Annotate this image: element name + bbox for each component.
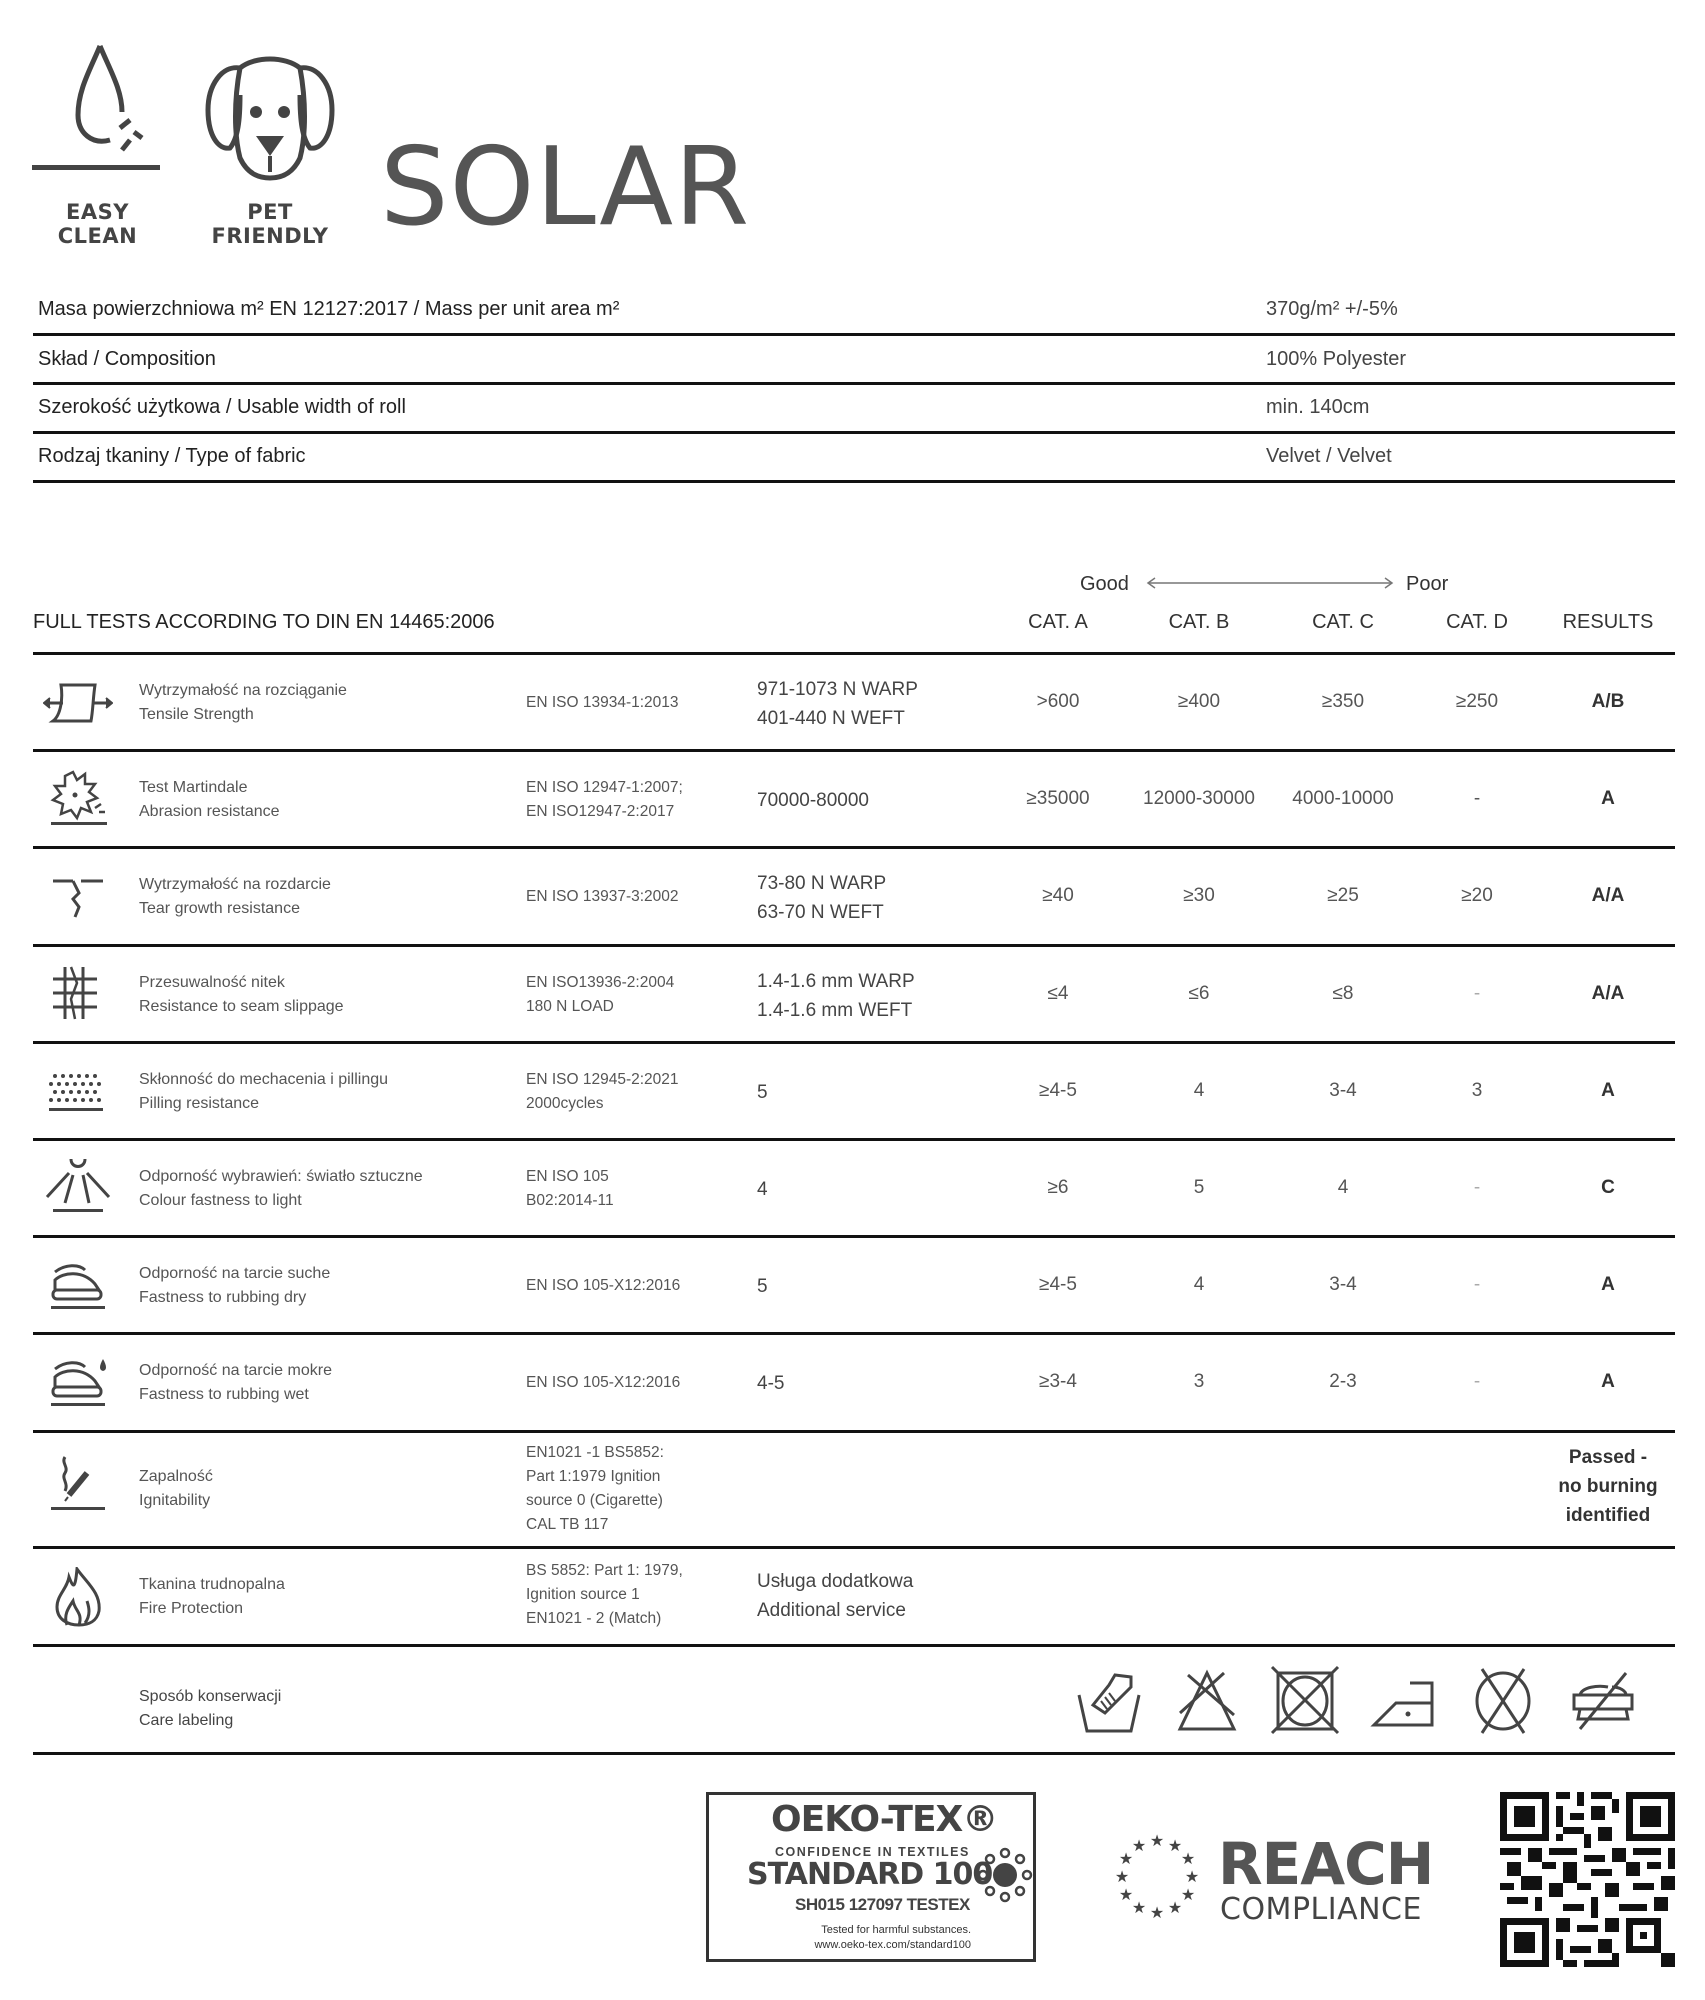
- result-value: A/A: [1591, 885, 1625, 906]
- test-value: 63-70 N WEFT: [757, 902, 884, 923]
- test-standard: Ignition source 1: [526, 1586, 640, 1603]
- cat-d-value: -: [1473, 1371, 1481, 1392]
- svg-text:★: ★: [1149, 1903, 1165, 1922]
- divider: [33, 480, 1675, 483]
- svg-text:★: ★: [1118, 1849, 1134, 1868]
- qr-code-icon[interactable]: [1500, 1792, 1675, 1967]
- test-value: 73-80 N WARP: [757, 873, 887, 894]
- cat-d-value: -: [1473, 983, 1481, 1004]
- test-label-en: Resistance to seam slippage: [139, 998, 344, 1015]
- cat-d-value: -: [1473, 788, 1481, 809]
- test-label-pl: Zapalność: [139, 1468, 213, 1485]
- svg-text:★: ★: [1184, 1867, 1200, 1886]
- cat-a-value: ≥3-4: [1039, 1371, 1077, 1392]
- column-header-cat-b: CAT. B: [1168, 611, 1230, 633]
- test-standard: Part 1:1979 Ignition: [526, 1468, 661, 1485]
- cat-a-value: ≥6: [1047, 1177, 1069, 1198]
- table-row: [33, 1549, 1675, 1644]
- test-standard: EN ISO 12947-1:2007;: [526, 779, 683, 796]
- test-standard: EN ISO13936-2:2004: [526, 974, 675, 991]
- cat-b-value: 5: [1193, 1177, 1205, 1198]
- test-value: 4: [757, 1179, 768, 1200]
- divider: [33, 382, 1675, 385]
- test-standard: EN ISO 12945-2:2021: [526, 1071, 679, 1088]
- cat-a-value: >600: [1036, 691, 1080, 712]
- property-label: Rodzaj tkaniny / Type of fabric: [38, 445, 306, 467]
- do-not-bleach-icon: [1172, 1665, 1242, 1735]
- test-label-en: Tensile Strength: [139, 706, 254, 723]
- test-label-pl: Wytrzymałość na rozdarcie: [139, 876, 331, 893]
- test-value: 5: [757, 1082, 768, 1103]
- table-row: [33, 752, 1675, 847]
- test-standard: EN ISO 13937-3:2002: [526, 888, 679, 905]
- column-header-cat-a: CAT. A: [1028, 611, 1088, 633]
- svg-text:★: ★: [1114, 1867, 1130, 1886]
- test-standard: EN ISO 105: [526, 1168, 609, 1185]
- test-standard: EN ISO 13934-1:2013: [526, 694, 679, 711]
- property-label: Skład / Composition: [38, 348, 216, 370]
- result-value: A/B: [1591, 691, 1625, 712]
- column-header-cat-d: CAT. D: [1446, 611, 1508, 633]
- column-header-cat-c: CAT. C: [1312, 611, 1374, 633]
- test-standard: source 0 (Cigarette): [526, 1492, 663, 1509]
- test-value: 1.4-1.6 mm WEFT: [757, 1000, 913, 1021]
- tests-section-title: FULL TESTS ACCORDING TO DIN EN 14465:2006: [33, 611, 495, 633]
- test-standard: BS 5852: Part 1: 1979,: [526, 1562, 683, 1579]
- svg-text:★: ★: [1131, 1898, 1147, 1917]
- pet-friendly-badge: [200, 20, 340, 248]
- cat-a-value: ≥4-5: [1039, 1080, 1077, 1101]
- property-label: Masa powierzchniowa m² EN 12127:2017 / Mass per unit area m²: [38, 298, 620, 320]
- test-label-en: Ignitability: [139, 1492, 211, 1509]
- reach-subtitle: COMPLIANCE: [1220, 1892, 1422, 1927]
- property-value: 370g/m² +/-5%: [1266, 298, 1398, 320]
- ignitability-icon: [43, 1455, 113, 1515]
- hand-wash-icon: [1075, 1665, 1145, 1735]
- test-label-pl: Odporność na tarcie mokre: [139, 1362, 332, 1379]
- test-label-en: Pilling resistance: [139, 1095, 260, 1112]
- test-standard: EN ISO12947-2:2017: [526, 803, 675, 820]
- eu-stars-icon: [1112, 1832, 1202, 1922]
- test-standard: EN ISO 105-X12:2016: [526, 1374, 681, 1391]
- test-standard: B02:2014-11: [526, 1192, 614, 1209]
- test-value: 4-5: [757, 1373, 785, 1394]
- svg-text:★: ★: [1180, 1849, 1196, 1868]
- table-row: [33, 1433, 1675, 1546]
- test-value: 1.4-1.6 mm WARP: [757, 971, 915, 992]
- svg-text:★: ★: [1149, 1832, 1165, 1850]
- cat-c-value: 2-3: [1329, 1371, 1357, 1392]
- cat-b-value: 12000-30000: [1143, 788, 1255, 809]
- test-value: 971-1073 N WARP: [757, 679, 918, 700]
- product-title: SOLAR: [380, 125, 751, 250]
- property-value: 100% Polyester: [1266, 348, 1407, 370]
- test-value: 401-440 N WEFT: [757, 708, 905, 729]
- cat-c-value: 3-4: [1329, 1080, 1357, 1101]
- easy-clean-label: EASY CLEAN: [57, 200, 138, 248]
- oeko-tex-brand: OEKO-TEX®: [771, 1799, 998, 1840]
- additional-service-label: Additional service: [757, 1600, 906, 1621]
- property-value: Velvet / Velvet: [1266, 445, 1392, 467]
- additional-service-label: Usługa dodatkowa: [757, 1571, 914, 1592]
- table-row: [33, 655, 1675, 750]
- cat-c-value: ≥350: [1321, 691, 1365, 712]
- tensile-strength-icon: [43, 673, 113, 733]
- test-label-en: Fastness to rubbing dry: [139, 1289, 307, 1306]
- cat-d-value: 3: [1471, 1080, 1483, 1101]
- oeko-tex-badge: [706, 1792, 1036, 1962]
- cat-d-value: ≥20: [1461, 885, 1493, 906]
- table-row: [33, 1335, 1675, 1430]
- table-row: [33, 1044, 1675, 1139]
- cat-a-value: ≥35000: [1026, 788, 1090, 809]
- test-label-pl: Przesuwalność nitek: [139, 974, 285, 991]
- cat-a-value: ≥40: [1042, 885, 1074, 906]
- table-row: [33, 1141, 1675, 1236]
- table-row: [33, 947, 1675, 1042]
- svg-text:★: ★: [1180, 1885, 1196, 1904]
- pilling-icon: [43, 1064, 113, 1124]
- result-value: A: [1601, 1080, 1615, 1101]
- dog-icon: [200, 40, 340, 190]
- baseline-icon: [30, 20, 165, 180]
- cat-c-value: 3-4: [1329, 1274, 1357, 1295]
- do-not-dry-clean-icon: [1468, 1665, 1538, 1735]
- good-poor-arrow-icon: [1145, 575, 1395, 591]
- result-value: C: [1601, 1177, 1615, 1198]
- cat-b-value: 3: [1193, 1371, 1205, 1392]
- cat-b-value: 4: [1193, 1274, 1205, 1295]
- scale-good-label: Good: [1080, 573, 1129, 595]
- do-not-wet-clean-icon: [1568, 1665, 1638, 1735]
- result-value: Passed - no burning identified: [1558, 1447, 1658, 1526]
- oeko-tex-tagline: CONFIDENCE IN TEXTILES: [775, 1845, 970, 1859]
- pet-friendly-label: PET FRIENDLY: [211, 200, 329, 248]
- test-standard: CAL TB 117: [526, 1516, 609, 1533]
- test-standard: EN ISO 105-X12:2016: [526, 1277, 681, 1294]
- cat-b-value: 4: [1193, 1080, 1205, 1101]
- property-label: Szerokość użytkowa / Usable width of roll: [38, 396, 406, 418]
- cat-a-value: ≥4-5: [1039, 1274, 1077, 1295]
- cat-c-value: ≤8: [1332, 983, 1354, 1004]
- flame-icon: [43, 1567, 113, 1627]
- cat-d-value: -: [1473, 1274, 1481, 1295]
- reach-title: REACH: [1218, 1830, 1434, 1898]
- test-value: 5: [757, 1276, 768, 1297]
- oeko-tex-code: SH015 127097 TESTEX: [795, 1895, 970, 1914]
- abrasion-icon: [43, 768, 113, 828]
- svg-text:★: ★: [1131, 1836, 1147, 1855]
- test-label-pl: Tkanina trudnopalna: [139, 1576, 285, 1593]
- test-label-pl: Test Martindale: [139, 779, 248, 796]
- rubbing-wet-icon: [43, 1353, 113, 1413]
- test-standard: EN1021 - 2 (Match): [526, 1610, 662, 1627]
- cat-a-value: ≤4: [1047, 983, 1069, 1004]
- table-row: [33, 1238, 1675, 1333]
- column-header-results: RESULTS: [1562, 611, 1654, 633]
- seam-slippage-icon: [43, 963, 113, 1023]
- cat-c-value: 4000-10000: [1292, 788, 1394, 809]
- test-label-pl: Odporność na tarcie suche: [139, 1265, 331, 1282]
- cat-c-value: 4: [1337, 1177, 1349, 1198]
- rubbing-dry-icon: [43, 1256, 113, 1316]
- divider: [33, 431, 1675, 434]
- oeko-tex-url: www.oeko-tex.com/standard100: [814, 1939, 971, 1951]
- test-label-en: Colour fastness to light: [139, 1192, 302, 1209]
- cat-d-value: -: [1473, 1177, 1481, 1198]
- tear-icon: [43, 867, 113, 927]
- divider: [33, 333, 1675, 336]
- test-label-en: Abrasion resistance: [139, 803, 280, 820]
- cat-b-value: ≥400: [1177, 691, 1221, 712]
- cat-c-value: ≥25: [1327, 885, 1359, 906]
- oeko-tex-flower-icon: [977, 1847, 1033, 1903]
- care-label-pl: Sposób konserwacji: [139, 1688, 282, 1705]
- cat-b-value: ≥30: [1183, 885, 1215, 906]
- test-label-en: Tear growth resistance: [139, 900, 300, 917]
- test-label-pl: Wytrzymałość na rozciąganie: [139, 682, 347, 699]
- test-standard: 180 N LOAD: [526, 998, 614, 1015]
- oeko-tex-note: Tested for harmful substances.: [821, 1924, 971, 1936]
- light-fastness-icon: [43, 1155, 113, 1215]
- svg-text:★: ★: [1167, 1836, 1183, 1855]
- cat-d-value: ≥250: [1455, 691, 1499, 712]
- iron-low-icon: [1370, 1665, 1440, 1735]
- easy-clean-badge: [30, 20, 165, 248]
- do-not-tumble-dry-icon: [1270, 1665, 1340, 1735]
- result-value: A: [1601, 1371, 1615, 1392]
- test-label-en: Fire Protection: [139, 1600, 244, 1617]
- svg-text:★: ★: [1167, 1898, 1183, 1917]
- oeko-tex-standard: STANDARD 100: [747, 1857, 993, 1892]
- test-label-pl: Skłonność do mechacenia i pillingu: [139, 1071, 389, 1088]
- divider: [33, 1752, 1675, 1755]
- test-standard: 2000cycles: [526, 1095, 604, 1112]
- test-standard: EN1021 -1 BS5852:: [526, 1444, 664, 1461]
- result-value: A: [1601, 788, 1615, 809]
- test-label-pl: Odporność wybrawień: światło sztuczne: [139, 1168, 423, 1185]
- result-value: A/A: [1591, 983, 1625, 1004]
- property-value: min. 140cm: [1266, 396, 1370, 418]
- svg-text:★: ★: [1118, 1885, 1134, 1904]
- table-row: [33, 849, 1675, 944]
- scale-poor-label: Poor: [1406, 573, 1449, 595]
- test-value: 70000-80000: [757, 790, 869, 811]
- test-label-en: Fastness to rubbing wet: [139, 1386, 309, 1403]
- cat-b-value: ≤6: [1188, 983, 1210, 1004]
- care-label-en: Care labeling: [139, 1712, 234, 1729]
- result-value: A: [1601, 1274, 1615, 1295]
